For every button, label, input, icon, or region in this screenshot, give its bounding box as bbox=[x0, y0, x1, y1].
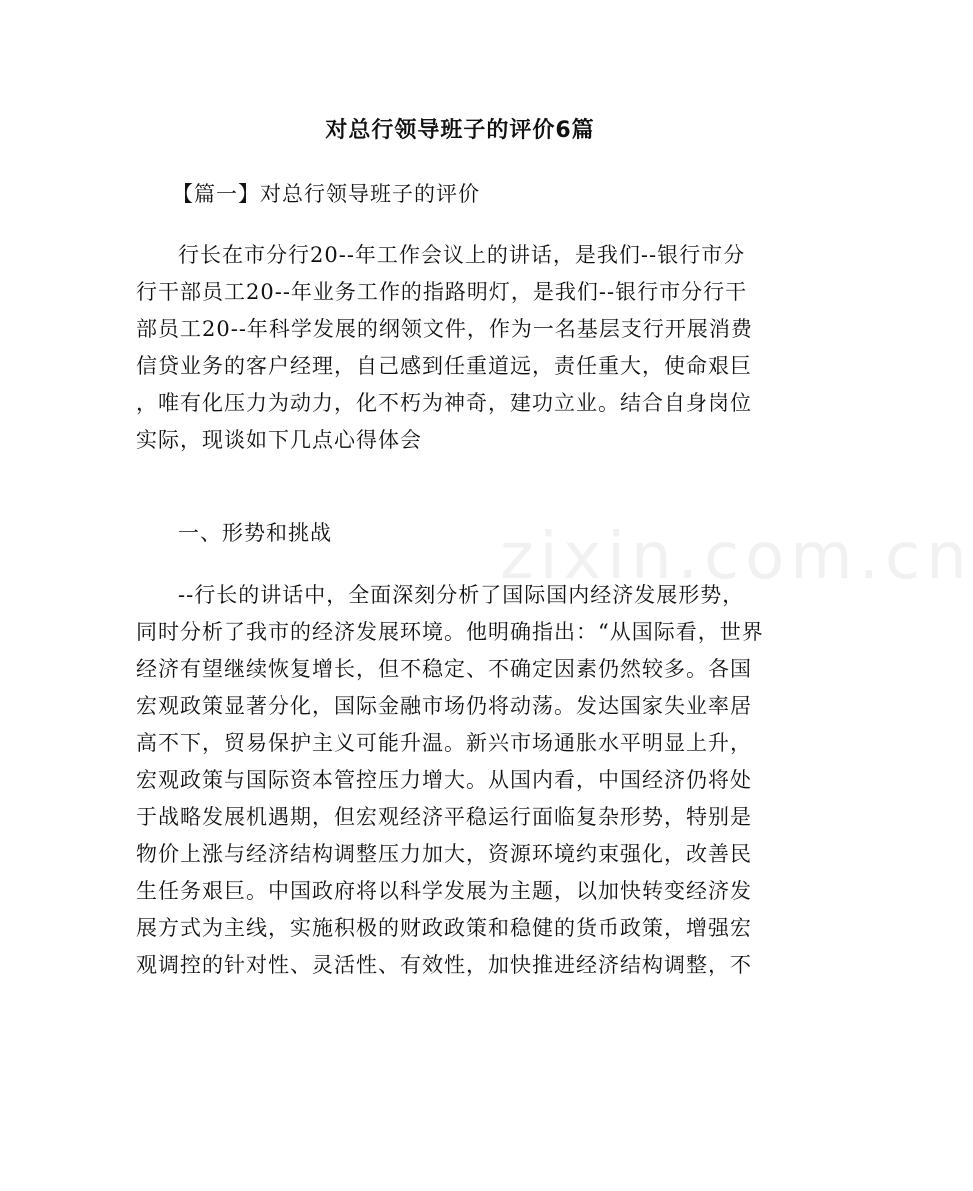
section-subheading: 一、形势和挑战 bbox=[178, 521, 332, 545]
paragraph-line: 观调控的针对性、灵活性、有效性，加快推进经济结构调整，不 bbox=[136, 953, 752, 977]
paragraph-line: 宏观政策与国际资本管控压力增大。从国内看，中国经济仍将处 bbox=[136, 768, 752, 792]
paragraph-line: 生任务艰巨。中国政府将以科学发展为主题，以加快转变经济发 bbox=[136, 879, 752, 903]
paragraph-line: 实际，现谈如下几点心得体会 bbox=[136, 428, 422, 452]
document-title: 对总行领导班子的评价6篇 bbox=[325, 118, 595, 143]
paragraph-line: 信贷业务的客户经理，自己感到任重道远，责任重大，使命艰巨 bbox=[136, 354, 752, 378]
paragraph-line: 同时分析了我市的经济发展环境。他明确指出：“从国际看，世界 bbox=[136, 620, 764, 644]
paragraph-line: 宏观政策显著分化，国际金融市场仍将动荡。发达国家失业率居 bbox=[136, 694, 752, 718]
paragraph-line: 展方式为主线，实施积极的财政政策和稳健的货币政策，增强宏 bbox=[136, 916, 752, 940]
paragraph-line: 于战略发展机遇期，但宏观经济平稳运行面临复杂形势，特别是 bbox=[136, 805, 752, 829]
paragraph-line: 物价上涨与经济结构调整压力加大，资源环境约束强化，改善民 bbox=[136, 842, 752, 866]
watermark: zixin.com.cn bbox=[500, 520, 973, 594]
paragraph-line: ，唯有化压力为动力，化不朽为神奇，建功立业。结合自身岗位 bbox=[136, 391, 752, 415]
paragraph-line: 部员工20--年科学发展的纲领文件，作为一名基层支行开展消费 bbox=[136, 317, 753, 341]
paragraph-line: 高不下，贸易保护主义可能升温。新兴市场通胀水平明显上升， bbox=[136, 731, 752, 755]
paragraph-line: --行长的讲话中，全面深刻分析了国际国内经济发展形势， bbox=[178, 583, 745, 607]
paragraph-line: 行干部员工20--年业务工作的指路明灯，是我们--银行市分行干 bbox=[136, 280, 748, 304]
paragraph-line: 行长在市分行20--年工作会议上的讲话，是我们--银行市分 bbox=[178, 243, 746, 267]
section-heading: 【篇一】对总行领导班子的评价 bbox=[172, 182, 480, 206]
paragraph-line: 经济有望继续恢复增长，但不稳定、不确定因素仍然较多。各国 bbox=[136, 657, 752, 681]
